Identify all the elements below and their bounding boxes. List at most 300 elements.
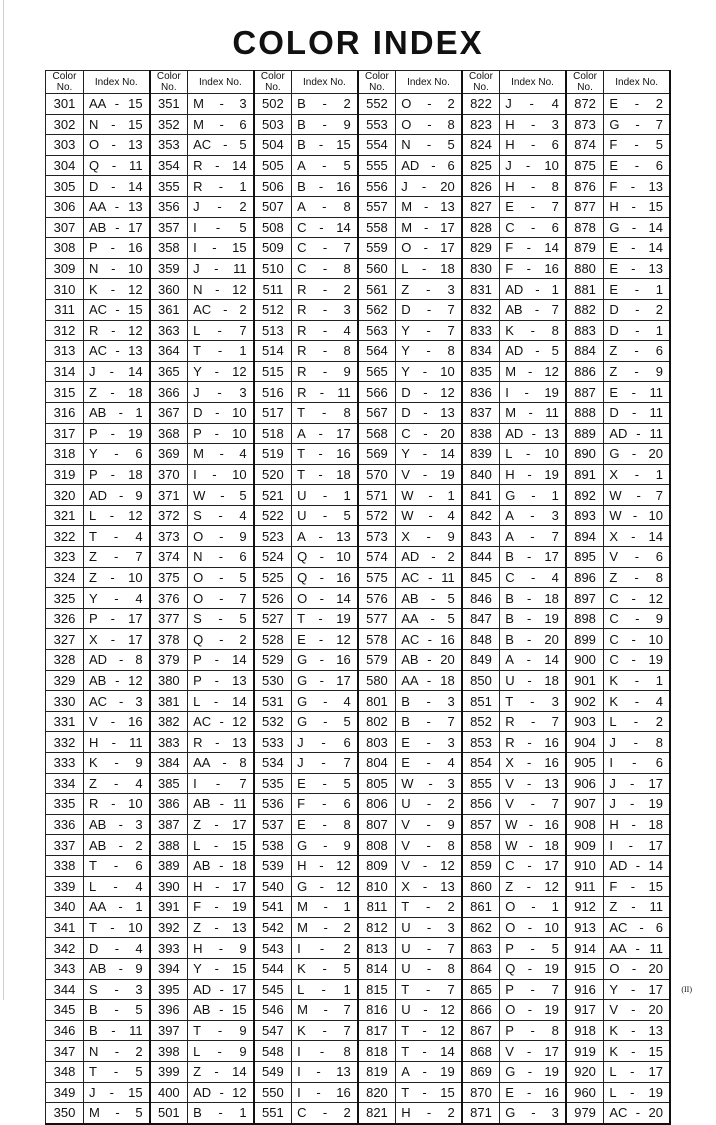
color-no-cell: 510: [254, 258, 292, 279]
table-row: [46, 547, 671, 568]
color-no-cell: 337: [46, 835, 84, 856]
table-row: [46, 629, 671, 650]
color-no-cell: 307: [46, 217, 84, 238]
index-no-cell: B - 5: [84, 1000, 150, 1021]
color-no-cell: 960: [566, 1082, 604, 1103]
table-row: [46, 1041, 671, 1062]
color-no-cell: 861: [462, 897, 500, 918]
color-no-cell: 852: [462, 711, 500, 732]
color-no-cell: 856: [462, 794, 500, 815]
color-no-cell: 524: [254, 547, 292, 568]
index-no-cell: R - 3: [292, 299, 358, 320]
index-no-cell: Z - 14: [188, 1061, 254, 1082]
index-no-cell: C - 4: [500, 567, 566, 588]
index-no-cell: Q - 11: [84, 155, 150, 176]
color-no-cell: 343: [46, 958, 84, 979]
color-no-cell: 826: [462, 176, 500, 197]
index-no-cell: X - 9: [396, 526, 462, 547]
page-title: COLOR INDEX: [232, 24, 484, 61]
index-no-cell: Y - 4: [84, 588, 150, 609]
color-no-cell: 575: [358, 567, 396, 588]
color-no-cell: 837: [462, 402, 500, 423]
color-no-cell: 501: [150, 1103, 188, 1124]
color-no-cell: 354: [150, 155, 188, 176]
color-no-cell: 912: [566, 897, 604, 918]
index-no-cell: B - 2: [292, 94, 358, 115]
index-no-cell: L - 18: [396, 258, 462, 279]
index-no-cell: I - 13: [292, 1061, 358, 1082]
color-no-cell: 503: [254, 114, 292, 135]
color-no-cell: 553: [358, 114, 396, 135]
index-no-cell: X - 17: [84, 629, 150, 650]
index-no-cell: G - 3: [500, 1103, 566, 1124]
color-no-cell: 327: [46, 629, 84, 650]
color-no-cell: 536: [254, 794, 292, 815]
index-no-cell: B - 17: [500, 547, 566, 568]
index-no-cell: R - 13: [188, 732, 254, 753]
index-no-cell: K - 1: [604, 670, 670, 691]
color-no-cell: 378: [150, 629, 188, 650]
index-no-cell: G - 20: [604, 444, 670, 465]
color-no-cell: 920: [566, 1061, 604, 1082]
index-no-cell: E - 5: [292, 773, 358, 794]
index-no-cell: J - 15: [84, 1082, 150, 1103]
color-no-cell: 316: [46, 402, 84, 423]
index-no-cell: D - 1: [604, 320, 670, 341]
index-no-cell: M - 6: [188, 114, 254, 135]
color-no-cell: 550: [254, 1082, 292, 1103]
index-no-cell: R - 12: [84, 320, 150, 341]
color-no-cell: 306: [46, 196, 84, 217]
color-no-cell: 827: [462, 196, 500, 217]
color-no-cell: 570: [358, 464, 396, 485]
index-no-cell: M - 11: [500, 402, 566, 423]
index-no-cell: O - 17: [396, 238, 462, 259]
index-no-cell: R - 4: [292, 320, 358, 341]
index-no-cell: T - 8: [292, 402, 358, 423]
index-no-cell: R - 8: [292, 341, 358, 362]
color-no-cell: 813: [358, 938, 396, 959]
index-no-cell: Y - 8: [396, 341, 462, 362]
color-no-cell: 903: [566, 711, 604, 732]
index-no-cell: E - 6: [604, 155, 670, 176]
color-no-cell: 328: [46, 650, 84, 671]
index-no-cell: W - 10: [604, 505, 670, 526]
index-no-cell: L - 17: [604, 1061, 670, 1082]
color-no-cell: 549: [254, 1061, 292, 1082]
index-no-cell: R - 16: [500, 732, 566, 753]
table-row: [46, 732, 671, 753]
index-no-cell: AB - 11: [188, 794, 254, 815]
color-no-cell: 523: [254, 526, 292, 547]
color-no-cell: 860: [462, 876, 500, 897]
color-no-cell: 387: [150, 814, 188, 835]
color-no-cell: 883: [566, 320, 604, 341]
index-no-cell: P - 14: [188, 650, 254, 671]
index-no-cell: C - 9: [604, 608, 670, 629]
color-no-cell: 815: [358, 979, 396, 1000]
color-no-cell: 323: [46, 547, 84, 568]
index-no-cell: Y - 12: [188, 361, 254, 382]
color-no-cell: 882: [566, 299, 604, 320]
index-no-cell: AA - 8: [188, 753, 254, 774]
color-no-cell: 849: [462, 650, 500, 671]
color-no-cell: 369: [150, 444, 188, 465]
index-no-cell: G - 1: [500, 485, 566, 506]
color-no-cell: 554: [358, 135, 396, 156]
index-no-cell: N - 12: [188, 279, 254, 300]
index-no-cell: H - 9: [188, 938, 254, 959]
index-no-cell: AD - 9: [84, 485, 150, 506]
color-no-cell: 863: [462, 938, 500, 959]
index-no-cell: Z - 17: [188, 814, 254, 835]
index-no-cell: C - 2: [292, 1103, 358, 1124]
color-no-cell: 519: [254, 444, 292, 465]
index-no-cell: J - 10: [500, 155, 566, 176]
color-no-cell: 526: [254, 588, 292, 609]
header-index-no: Index No.: [604, 71, 670, 94]
index-no-cell: Z - 12: [500, 876, 566, 897]
table-row: [46, 155, 671, 176]
index-no-cell: O - 20: [604, 958, 670, 979]
color-no-cell: 538: [254, 835, 292, 856]
index-no-cell: H - 18: [604, 814, 670, 835]
color-no-cell: 329: [46, 670, 84, 691]
index-no-cell: J - 14: [84, 361, 150, 382]
color-no-cell: 900: [566, 650, 604, 671]
color-no-cell: 504: [254, 135, 292, 156]
index-no-cell: F - 5: [604, 135, 670, 156]
index-no-cell: AA - 15: [84, 94, 150, 115]
color-no-cell: 392: [150, 917, 188, 938]
index-no-cell: C - 20: [396, 423, 462, 444]
header-index-no: Index No.: [188, 71, 254, 94]
index-no-cell: W - 18: [500, 835, 566, 856]
index-no-cell: R - 1: [188, 176, 254, 197]
index-no-cell: K - 5: [292, 958, 358, 979]
index-no-cell: M - 7: [292, 1000, 358, 1021]
color-no-cell: 909: [566, 835, 604, 856]
index-no-cell: Y - 7: [396, 320, 462, 341]
color-no-cell: 847: [462, 608, 500, 629]
index-no-cell: G - 17: [292, 670, 358, 691]
color-no-cell: 384: [150, 753, 188, 774]
index-no-cell: A - 19: [396, 1061, 462, 1082]
index-no-cell: C - 17: [500, 855, 566, 876]
color-no-cell: 869: [462, 1061, 500, 1082]
color-no-cell: 811: [358, 897, 396, 918]
table-row: [46, 773, 671, 794]
index-no-cell: H - 15: [604, 196, 670, 217]
index-no-cell: AC - 2: [188, 299, 254, 320]
index-no-cell: L - 7: [188, 320, 254, 341]
color-no-cell: 312: [46, 320, 84, 341]
color-no-cell: 535: [254, 773, 292, 794]
index-no-cell: L - 9: [188, 1041, 254, 1062]
color-no-cell: 806: [358, 794, 396, 815]
header-color-no: Color No.: [566, 71, 604, 94]
index-no-cell: T - 5: [84, 1061, 150, 1082]
color-no-cell: 578: [358, 629, 396, 650]
index-no-cell: H - 3: [500, 114, 566, 135]
index-no-cell: L - 14: [188, 691, 254, 712]
index-no-cell: M - 5: [84, 1103, 150, 1124]
color-no-cell: 521: [254, 485, 292, 506]
index-no-cell: H - 11: [84, 732, 150, 753]
color-no-cell: 804: [358, 753, 396, 774]
table-row: [46, 94, 671, 115]
index-no-cell: Z - 8: [604, 567, 670, 588]
index-no-cell: K - 8: [500, 320, 566, 341]
color-no-cell: 537: [254, 814, 292, 835]
color-no-cell: 845: [462, 567, 500, 588]
index-no-cell: A - 17: [292, 423, 358, 444]
index-no-cell: N - 5: [396, 135, 462, 156]
color-no-cell: 576: [358, 588, 396, 609]
index-no-cell: A - 3: [500, 505, 566, 526]
index-no-cell: P - 8: [500, 1020, 566, 1041]
index-no-cell: Z - 13: [188, 917, 254, 938]
color-no-cell: 895: [566, 547, 604, 568]
index-no-cell: I - 7: [188, 773, 254, 794]
index-no-cell: K - 12: [84, 279, 150, 300]
index-no-cell: AB - 7: [500, 299, 566, 320]
color-no-cell: 834: [462, 341, 500, 362]
color-no-cell: 545: [254, 979, 292, 1000]
index-no-cell: AA - 13: [84, 196, 150, 217]
index-no-cell: V - 19: [396, 464, 462, 485]
color-no-cell: 338: [46, 855, 84, 876]
index-no-cell: M - 13: [396, 196, 462, 217]
table-row: [46, 320, 671, 341]
index-no-cell: J - 2: [188, 196, 254, 217]
color-no-cell: 506: [254, 176, 292, 197]
color-no-cell: 910: [566, 855, 604, 876]
color-no-cell: 908: [566, 814, 604, 835]
index-no-cell: O - 9: [188, 526, 254, 547]
index-no-cell: Z - 18: [84, 382, 150, 403]
index-no-cell: Z - 11: [604, 897, 670, 918]
color-no-cell: 360: [150, 279, 188, 300]
index-no-cell: P - 19: [84, 423, 150, 444]
table-row: [46, 196, 671, 217]
index-no-cell: A - 14: [500, 650, 566, 671]
index-no-cell: F - 15: [604, 876, 670, 897]
table-row: [46, 485, 671, 506]
color-no-cell: 819: [358, 1061, 396, 1082]
index-no-cell: L - 4: [84, 876, 150, 897]
index-no-cell: L - 12: [84, 505, 150, 526]
index-no-cell: R - 10: [84, 794, 150, 815]
color-no-cell: 515: [254, 361, 292, 382]
color-no-cell: 904: [566, 732, 604, 753]
color-no-cell: 892: [566, 485, 604, 506]
color-no-cell: 864: [462, 958, 500, 979]
index-no-cell: S - 3: [84, 979, 150, 1000]
index-no-cell: I - 16: [292, 1082, 358, 1103]
header-color-no: Color No.: [150, 71, 188, 94]
index-no-cell: H - 17: [188, 876, 254, 897]
color-no-cell: 880: [566, 258, 604, 279]
color-no-cell: 389: [150, 855, 188, 876]
index-no-cell: N - 15: [84, 114, 150, 135]
color-no-cell: 516: [254, 382, 292, 403]
index-no-cell: S - 4: [188, 505, 254, 526]
color-no-cell: 891: [566, 464, 604, 485]
color-no-cell: 381: [150, 691, 188, 712]
color-no-cell: 517: [254, 402, 292, 423]
color-no-cell: 911: [566, 876, 604, 897]
color-no-cell: 375: [150, 567, 188, 588]
index-no-cell: V - 7: [500, 794, 566, 815]
index-no-cell: B - 9: [292, 114, 358, 135]
index-no-cell: J - 7: [292, 753, 358, 774]
color-no-cell: 876: [566, 176, 604, 197]
color-no-cell: 897: [566, 588, 604, 609]
color-no-cell: 818: [358, 1041, 396, 1062]
color-no-cell: 848: [462, 629, 500, 650]
color-no-cell: 825: [462, 155, 500, 176]
color-no-cell: 530: [254, 670, 292, 691]
color-no-cell: 893: [566, 505, 604, 526]
index-no-cell: Y - 17: [604, 979, 670, 1000]
color-no-cell: 331: [46, 711, 84, 732]
index-no-cell: L - 15: [188, 835, 254, 856]
color-no-cell: 555: [358, 155, 396, 176]
index-no-cell: P - 7: [500, 979, 566, 1000]
table-row: [46, 567, 671, 588]
index-no-cell: G - 4: [292, 691, 358, 712]
table-row: [46, 691, 671, 712]
color-no-cell: 310: [46, 279, 84, 300]
index-no-cell: U - 7: [396, 938, 462, 959]
color-no-cell: 878: [566, 217, 604, 238]
table-row: [46, 814, 671, 835]
header-color-no: Color No.: [254, 71, 292, 94]
color-no-cell: 875: [566, 155, 604, 176]
index-no-cell: AC - 15: [84, 299, 150, 320]
table-row: [46, 753, 671, 774]
index-no-cell: U - 8: [396, 958, 462, 979]
color-no-cell: 809: [358, 855, 396, 876]
color-no-cell: 862: [462, 917, 500, 938]
index-no-cell: AC - 20: [604, 1103, 670, 1124]
index-no-cell: AC - 13: [84, 341, 150, 362]
color-no-cell: 339: [46, 876, 84, 897]
color-no-cell: 372: [150, 505, 188, 526]
color-no-cell: 560: [358, 258, 396, 279]
color-no-cell: 317: [46, 423, 84, 444]
color-no-cell: 829: [462, 238, 500, 259]
color-no-cell: 319: [46, 464, 84, 485]
color-no-cell: 321: [46, 505, 84, 526]
color-no-cell: 839: [462, 444, 500, 465]
index-no-cell: R - 11: [292, 382, 358, 403]
color-no-cell: 528: [254, 629, 292, 650]
index-no-cell: G - 14: [604, 217, 670, 238]
color-no-cell: 890: [566, 444, 604, 465]
color-no-cell: 567: [358, 402, 396, 423]
index-no-cell: AC - 3: [84, 691, 150, 712]
index-no-cell: H - 8: [500, 176, 566, 197]
color-no-cell: 366: [150, 382, 188, 403]
color-no-cell: 361: [150, 299, 188, 320]
color-no-cell: 547: [254, 1020, 292, 1041]
index-no-cell: J - 3: [188, 382, 254, 403]
color-no-cell: 881: [566, 279, 604, 300]
table-row: [46, 444, 671, 465]
table-row: [46, 876, 671, 897]
index-no-cell: C - 14: [292, 217, 358, 238]
color-no-cell: 844: [462, 547, 500, 568]
color-no-cell: 843: [462, 526, 500, 547]
index-no-cell: C - 8: [292, 258, 358, 279]
table-row: [46, 835, 671, 856]
table-row: [46, 1000, 671, 1021]
index-no-cell: AD - 5: [500, 341, 566, 362]
color-no-cell: 303: [46, 135, 84, 156]
color-no-cell: 350: [46, 1103, 84, 1124]
color-no-cell: 823: [462, 114, 500, 135]
index-no-cell: M - 4: [188, 444, 254, 465]
index-no-cell: H - 19: [500, 464, 566, 485]
index-no-cell: W - 3: [396, 773, 462, 794]
index-no-cell: J - 19: [604, 794, 670, 815]
index-no-cell: AA - 11: [604, 938, 670, 959]
index-no-cell: AB - 9: [84, 958, 150, 979]
index-no-cell: AB - 20: [396, 650, 462, 671]
color-no-cell: 832: [462, 299, 500, 320]
index-no-cell: F - 13: [604, 176, 670, 197]
color-no-cell: 532: [254, 711, 292, 732]
table-row: [46, 650, 671, 671]
table-row: [46, 958, 671, 979]
index-no-cell: AB - 1: [84, 402, 150, 423]
color-no-cell: 566: [358, 382, 396, 403]
color-no-cell: 325: [46, 588, 84, 609]
index-no-cell: S - 5: [188, 608, 254, 629]
color-no-cell: 322: [46, 526, 84, 547]
color-no-cell: 320: [46, 485, 84, 506]
index-no-cell: D - 2: [604, 299, 670, 320]
color-no-cell: 835: [462, 361, 500, 382]
index-no-cell: AB - 17: [84, 217, 150, 238]
index-no-cell: D - 11: [604, 402, 670, 423]
color-no-cell: 514: [254, 341, 292, 362]
index-no-cell: AB - 15: [188, 1000, 254, 1021]
table-row: [46, 897, 671, 918]
color-no-cell: 917: [566, 1000, 604, 1021]
color-no-cell: 302: [46, 114, 84, 135]
color-no-cell: 561: [358, 279, 396, 300]
table-row: [46, 299, 671, 320]
index-no-cell: Y - 6: [84, 444, 150, 465]
index-no-cell: AC - 16: [396, 629, 462, 650]
color-no-cell: 531: [254, 691, 292, 712]
color-no-cell: 380: [150, 670, 188, 691]
index-no-cell: O - 13: [84, 135, 150, 156]
index-no-cell: AB - 18: [188, 855, 254, 876]
index-no-cell: AD - 1: [500, 279, 566, 300]
index-no-cell: U - 12: [396, 1000, 462, 1021]
index-no-cell: AD - 14: [604, 855, 670, 876]
table-row: [46, 1020, 671, 1041]
color-no-cell: 914: [566, 938, 604, 959]
index-no-cell: J - 20: [396, 176, 462, 197]
table-row: [46, 279, 671, 300]
index-no-cell: C - 12: [604, 588, 670, 609]
color-no-cell: 379: [150, 650, 188, 671]
